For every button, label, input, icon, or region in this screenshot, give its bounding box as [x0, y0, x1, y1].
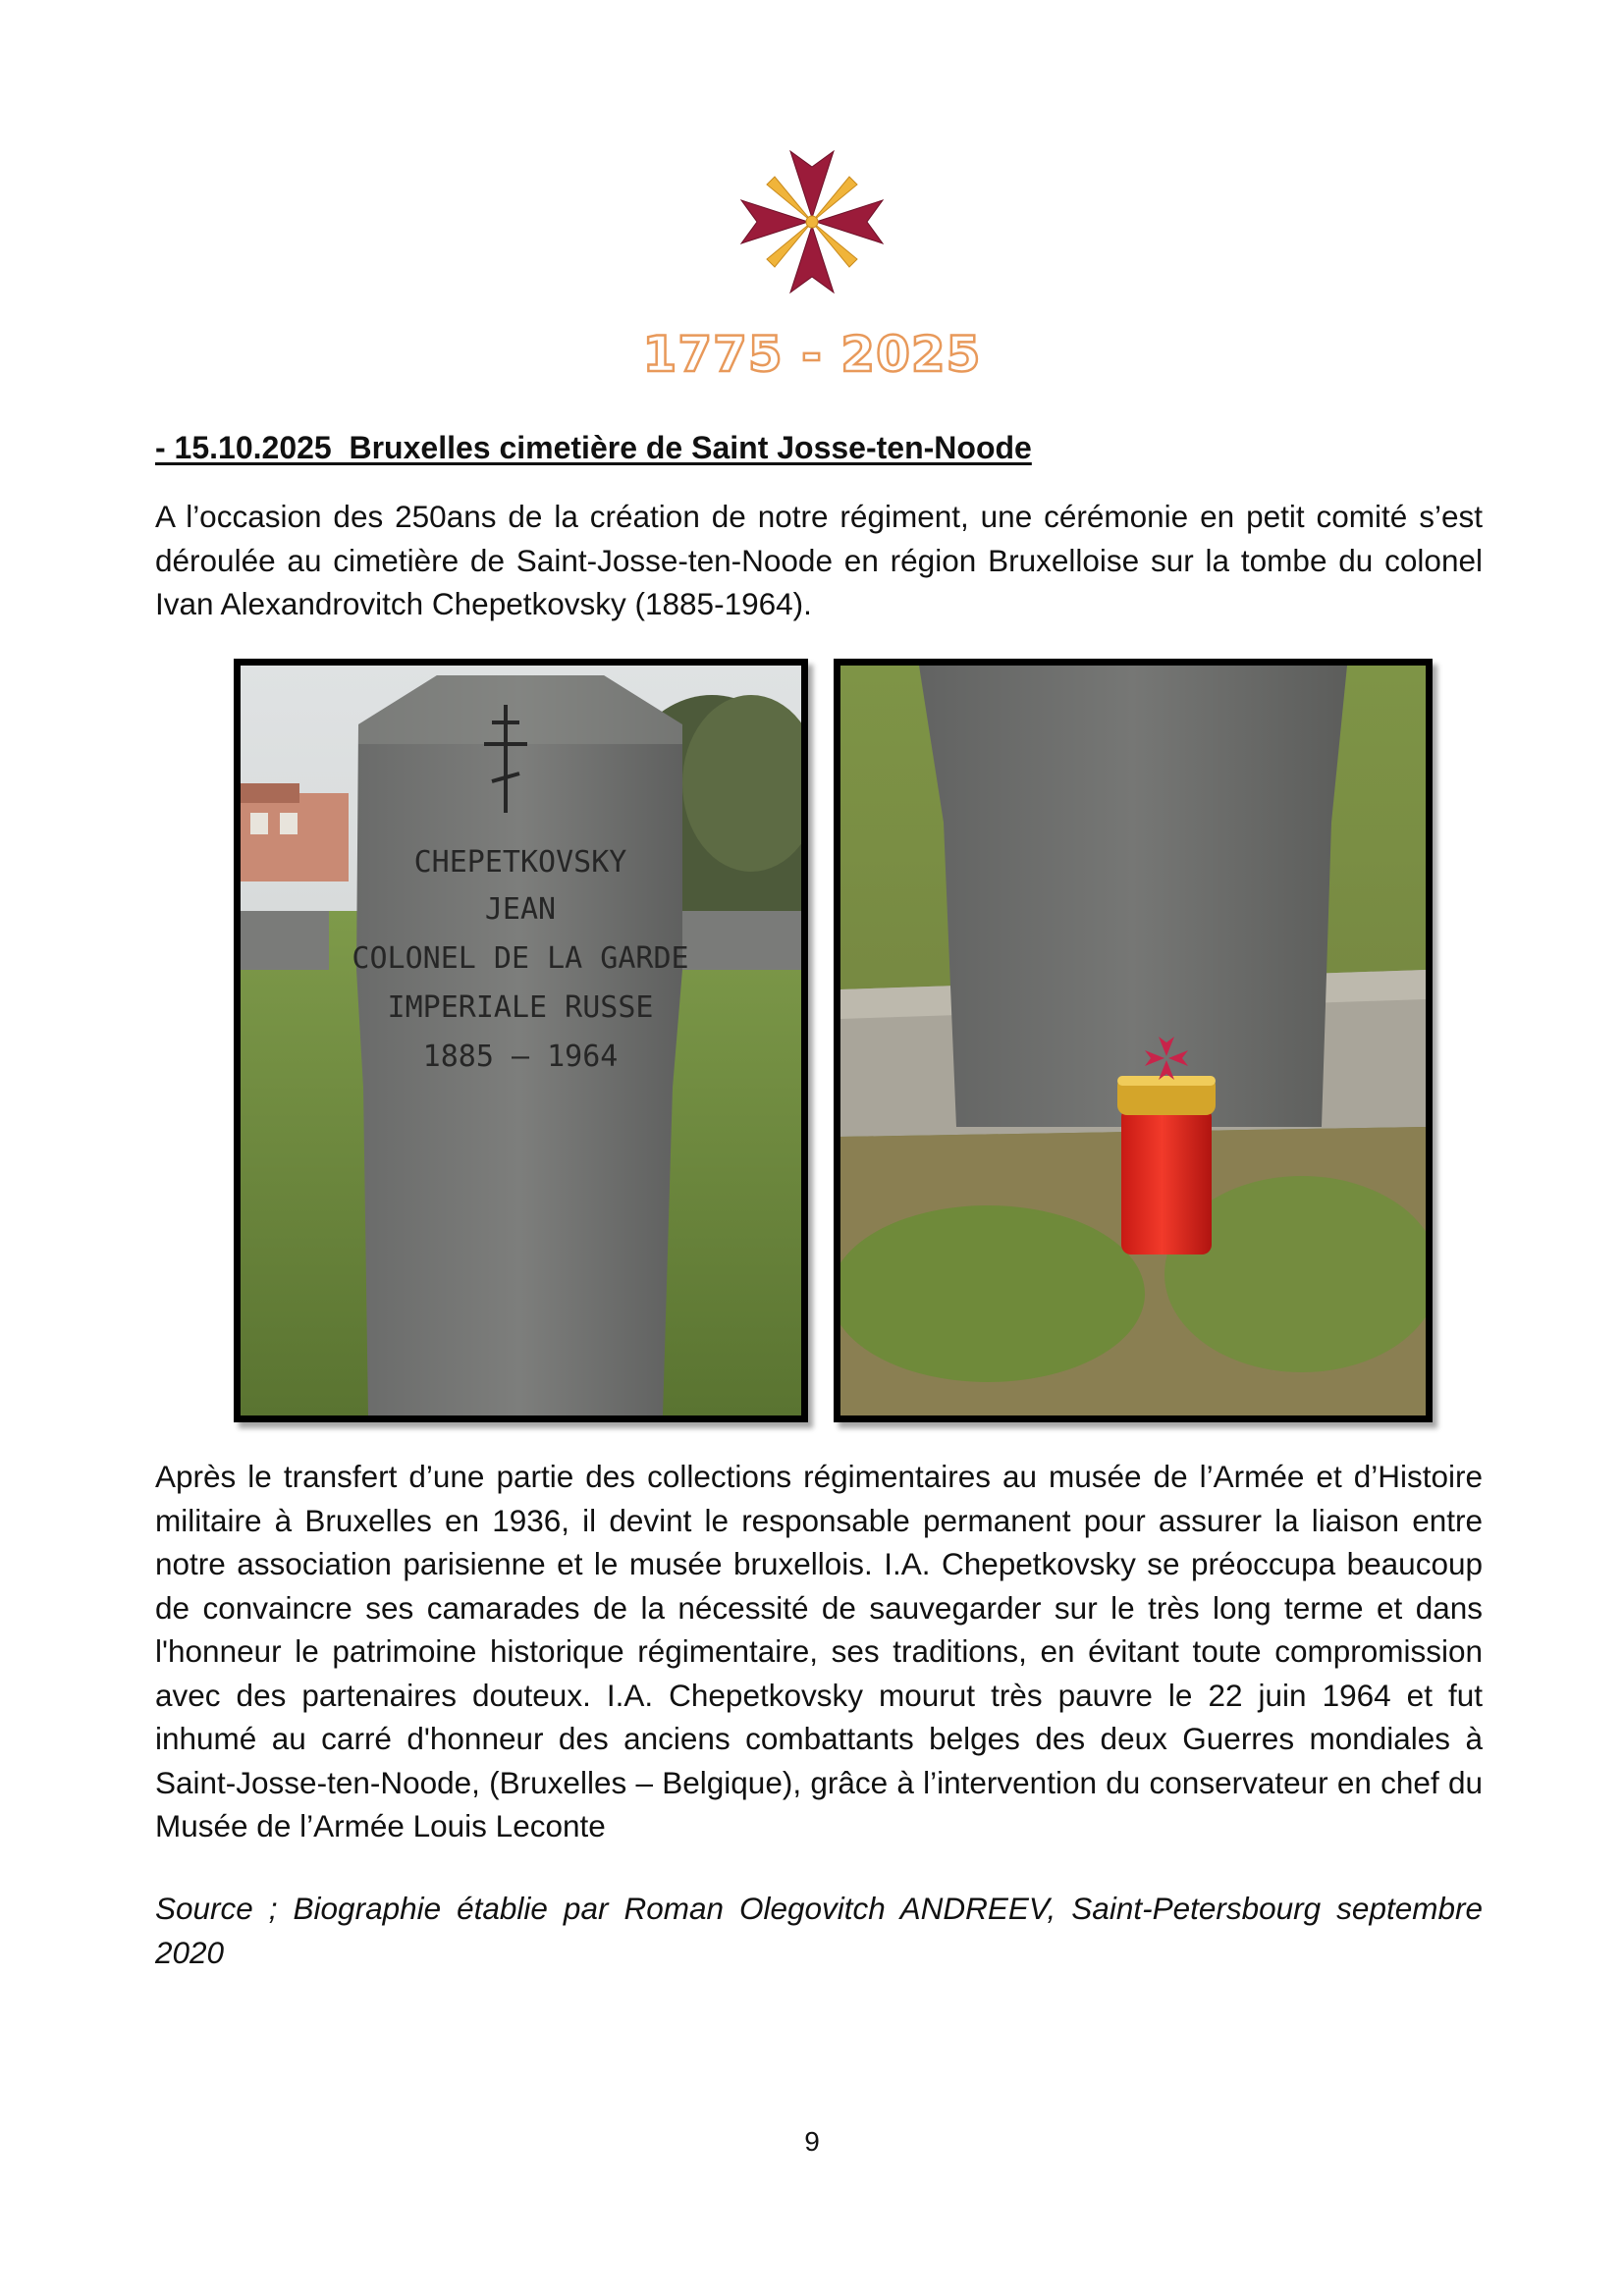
event-heading: - 15.10.2025 Bruxelles cimetière de Saint Josse-ten-Noode	[155, 430, 1032, 465]
memorial-candle-photo	[834, 659, 1433, 1422]
biography-paragraph: Après le transfert d’une partie des collections régimentaires au musée de l’Armée et d’Histoire militaire à Bruxelles en 1936, il devint le responsable permanent pour assurer la liaison entre notre association parisienne et le musée bruxellois. I.A. Chepetkovsky se préoccupa beaucoup de convaincre ses camarades de la nécessité de sauvegarder sur le très long terme et dans l'honneur le patrimoine historique régimentaire, ses traditions, en évitant toute compromission avec des partenaires douteux. I.A. Chepetkovsky mourut très pauvre le 22 juin 1964 et fut inhumé au carré d'honneur des anciens combattants belges des deux Guerres mondiales à Saint-Josse-ten-Noode, (Bruxelles – Belgique), grâce à l’intervention du conservateur en chef du Musée de l’Armée Louis Leconte	[155, 1459, 1483, 1843]
maltese-cross-emblem	[739, 149, 885, 294]
tombstone-name: CHEPETKOVSKY	[413, 845, 627, 880]
intro-paragraph: A l’occasion des 250ans de la création de notre régiment, une cérémonie en petit comité s’est déroulée au cimetière de Saint-Josse-ten-Noode en région Bruxelloise sur la tombe du colonel Ivan Alexandrovitch Chepetkovsky (1885-1964).	[155, 499, 1483, 621]
tombstone-photo	[234, 659, 808, 1422]
tombstone-first-name: JEAN	[484, 892, 557, 927]
anniversary-years: 1775 - 2025	[642, 326, 982, 383]
source-citation: Source ; Biographie établie par Roman Olegovitch ANDREEV, Saint-Petersbourg septembre 2020	[155, 1891, 1483, 1970]
tombstone-unit: IMPERIALE RUSSE	[387, 990, 654, 1025]
page-number: 9	[804, 2126, 820, 2157]
tombstone-rank: COLONEL DE LA GARDE	[352, 941, 689, 976]
tombstone-dates: 1885 — 1964	[422, 1040, 619, 1074]
